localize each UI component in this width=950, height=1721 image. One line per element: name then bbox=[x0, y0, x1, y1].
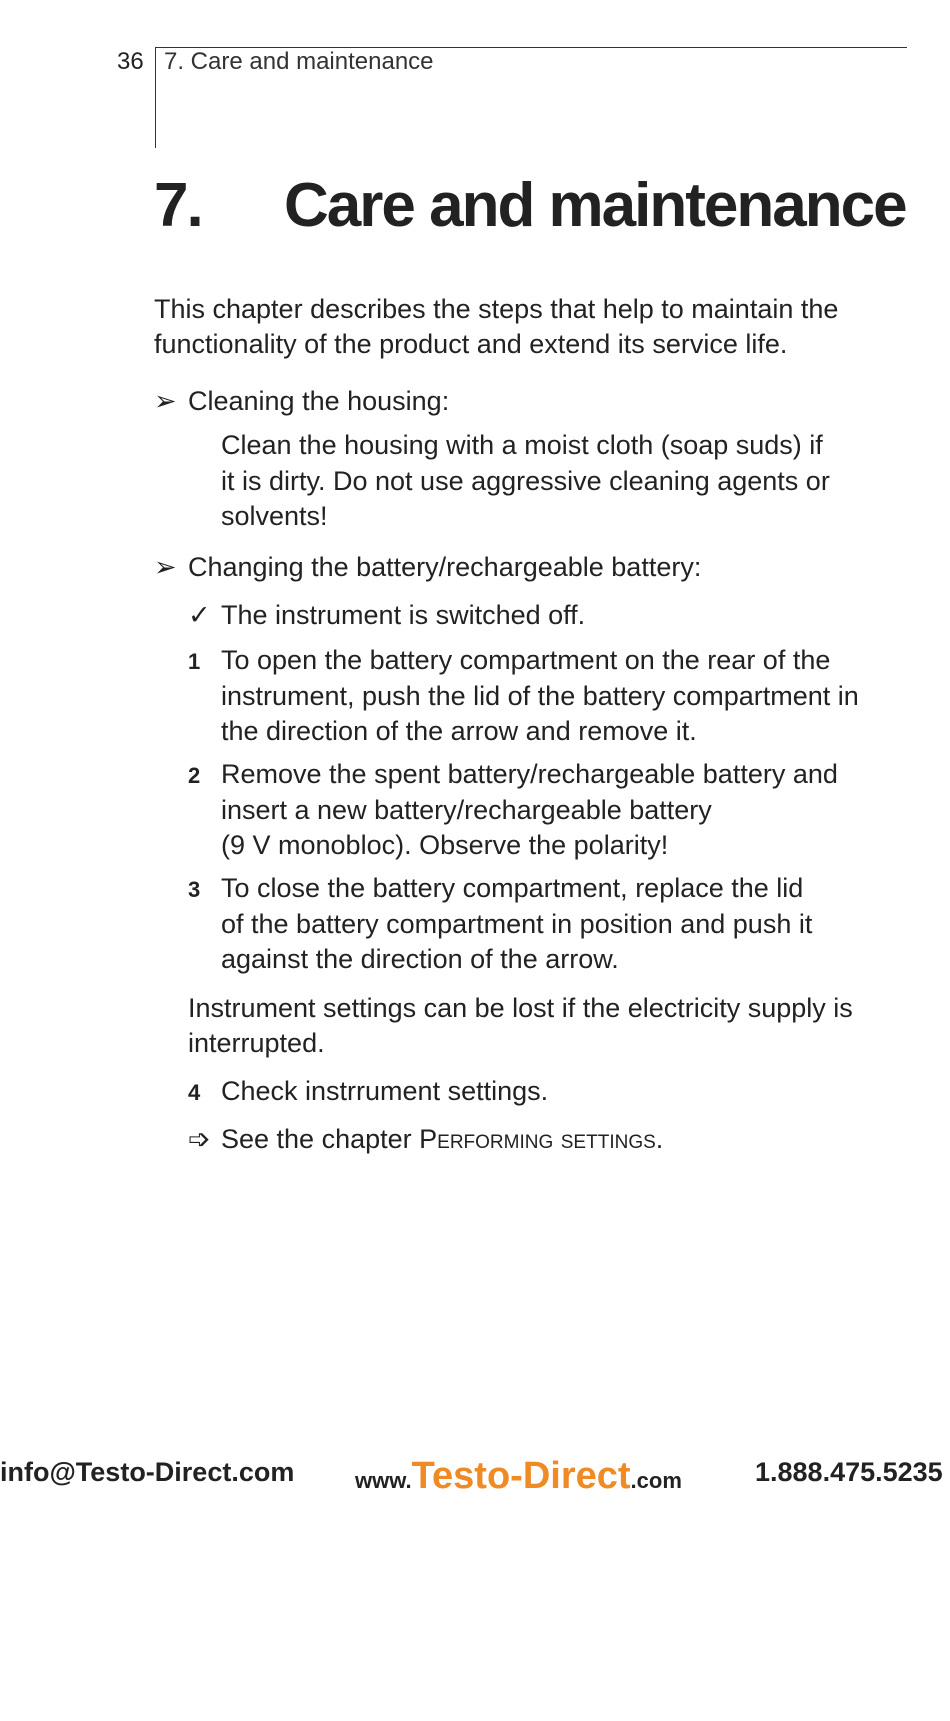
step-4-text: Check instrrument settings. bbox=[221, 1076, 549, 1106]
prerequisite-text: The instrument is switched off. bbox=[221, 600, 586, 630]
cleaning-line-2: it is dirty. Do not use aggressive cleaning agents or bbox=[221, 466, 830, 496]
footer-email-link[interactable]: info@Testo-Direct.com bbox=[0, 1457, 295, 1487]
reference-arrow-icon: ➩ bbox=[188, 1124, 211, 1154]
reference-prefix: See the chapter bbox=[221, 1124, 420, 1154]
battery-heading: Changing the battery/rechargeable battery: bbox=[188, 552, 702, 582]
cleaning-line-3: solvents! bbox=[221, 501, 328, 531]
bullet-arrow-icon: ➢ bbox=[154, 552, 177, 582]
header-divider bbox=[155, 48, 156, 148]
site-brand: Testo-Direct bbox=[411, 1455, 631, 1497]
page-number: 36 bbox=[117, 48, 144, 75]
step-3-line-2: of the battery compartment in position and push it bbox=[221, 909, 813, 939]
step-1-line-3: the direction of the arrow and remove it. bbox=[221, 716, 697, 746]
step-1-line-2: instrument, push the lid of the battery compartment in bbox=[221, 681, 859, 711]
reference-text bbox=[221, 1122, 663, 1158]
reference-suffix: . bbox=[655, 1124, 664, 1154]
chapter-title bbox=[154, 170, 906, 241]
step-number: 3 bbox=[188, 877, 201, 902]
footer-phone-link[interactable]: 1.888.475.5235 bbox=[755, 1457, 943, 1487]
step-number: 1 bbox=[188, 649, 201, 674]
step-2-line-2: insert a new battery/rechargeable battery bbox=[221, 795, 712, 825]
step-1-line-1: To open the battery compartment on the rear of the bbox=[221, 645, 831, 675]
intro-line-1: This chapter describes the steps that help to maintain the bbox=[154, 294, 839, 324]
bullet-arrow-icon: ➢ bbox=[154, 386, 177, 416]
running-header: 7. Care and maintenance bbox=[164, 48, 434, 75]
site-prefix: www. bbox=[355, 1468, 412, 1493]
step-2-line-3: (9 V monobloc). Observe the polarity! bbox=[221, 830, 669, 860]
intro-line-2: functionality of the product and extend its service life. bbox=[154, 329, 788, 359]
cleaning-line-1: Clean the housing with a moist cloth (soap suds) if bbox=[221, 430, 823, 460]
step-2-line-1: Remove the spent battery/rechargeable battery and bbox=[221, 759, 838, 789]
chapter-reference-link[interactable]: Performing settings bbox=[419, 1124, 656, 1154]
site-suffix: .com bbox=[630, 1468, 682, 1493]
step-3-line-3: against the direction of the arrow. bbox=[221, 944, 619, 974]
chapter-number: 7. bbox=[154, 171, 202, 240]
step-number: 4 bbox=[188, 1080, 201, 1105]
checkmark-icon: ✓ bbox=[188, 600, 211, 630]
note-line-1: Instrument settings can be lost if the electricity supply is bbox=[188, 993, 853, 1023]
cleaning-heading: Cleaning the housing: bbox=[188, 386, 450, 416]
note-line-2: interrupted. bbox=[188, 1028, 325, 1058]
step-3-line-1: To close the battery compartment, replace the lid bbox=[221, 873, 804, 903]
step-number: 2 bbox=[188, 763, 201, 788]
chapter-title-text: Care and maintenance bbox=[284, 171, 906, 240]
footer-website-link[interactable] bbox=[355, 1455, 682, 1498]
